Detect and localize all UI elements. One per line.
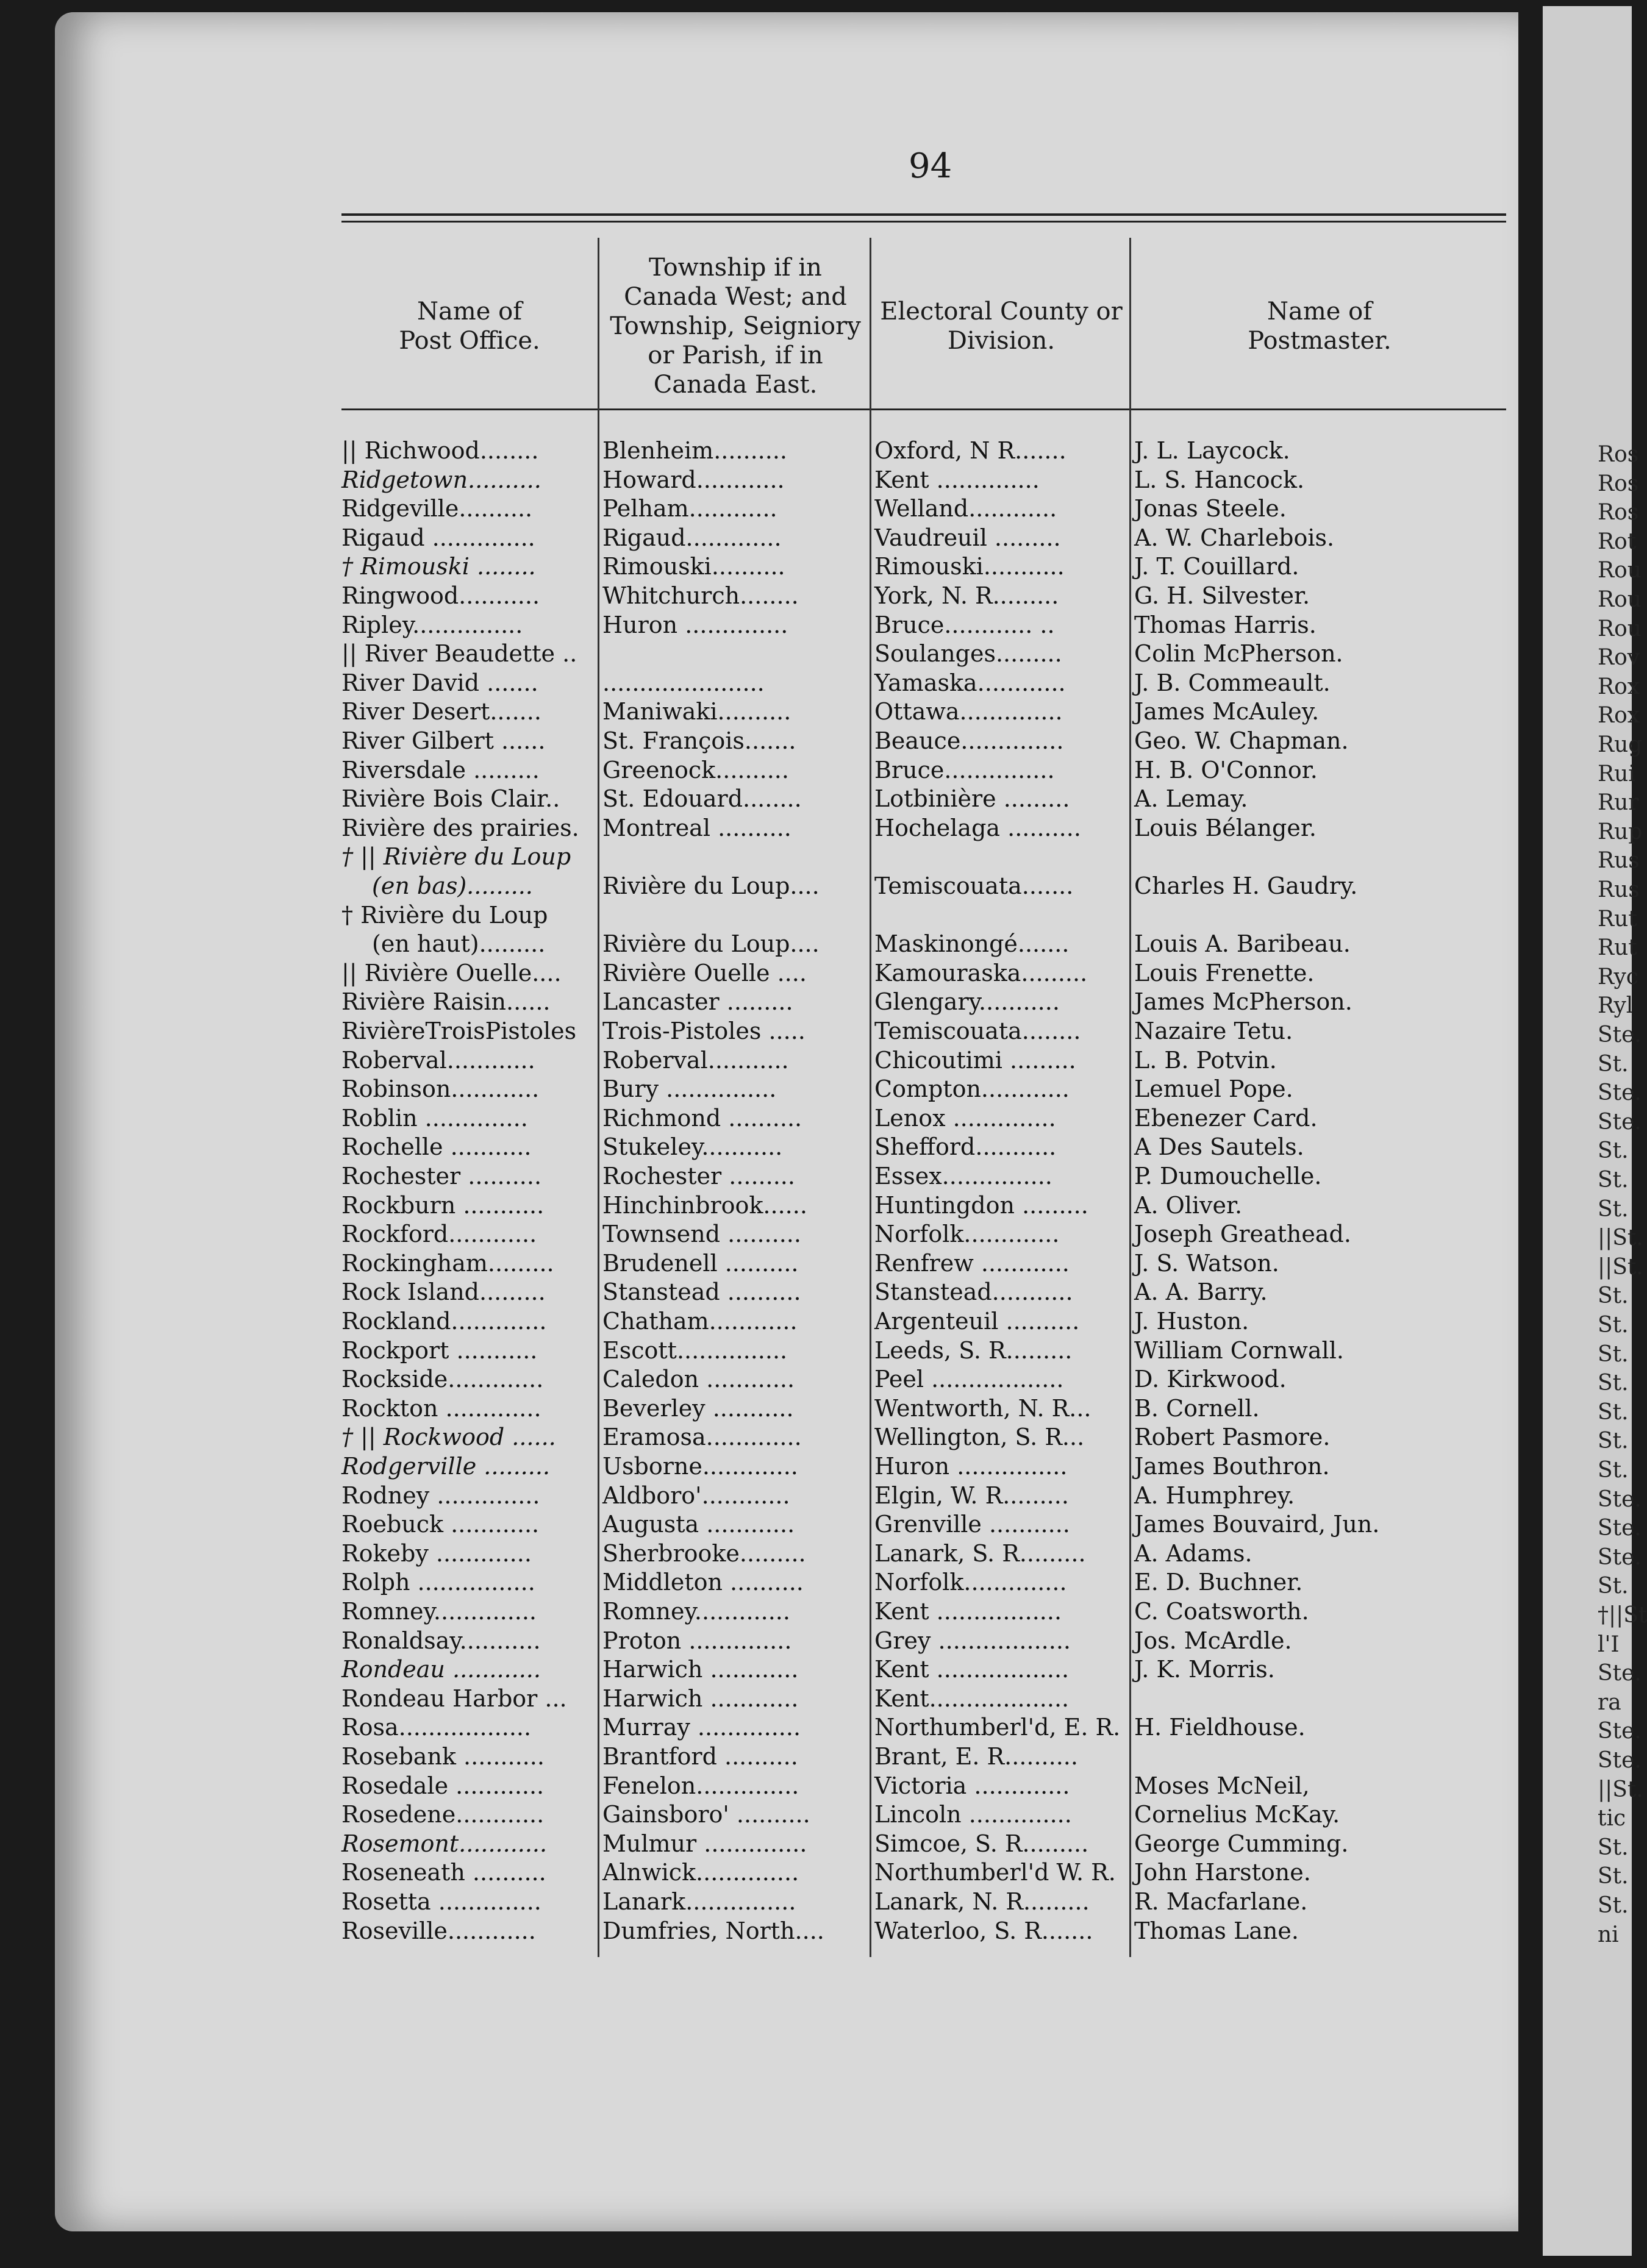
postmaster-name: H. Fieldhouse. [1134, 1714, 1306, 1741]
township-name: Beverley ........... [602, 1394, 794, 1422]
postmaster-name: James McPherson. [1134, 988, 1352, 1016]
next-page-fragment: Ros [1598, 471, 1639, 496]
electoral-county: Oxford, N R....... [874, 437, 1066, 464]
electoral-county: Elgin, W. R......... [874, 1482, 1069, 1509]
postmaster-name: Moses McNeil, [1134, 1772, 1310, 1799]
electoral-county: Kent .................. [874, 1656, 1070, 1683]
postmaster-name: C. Coatsworth. [1134, 1598, 1309, 1625]
post-office-name: Romney.............. [341, 1598, 537, 1625]
electoral-county: Kamouraska......... [874, 959, 1088, 986]
postmaster-name: R. Macfarlane. [1134, 1888, 1308, 1915]
postmaster-name: Jonas Steele. [1134, 495, 1287, 522]
electoral-county: Wentworth, N. R... [874, 1394, 1091, 1422]
electoral-county: Yamaska............ [874, 669, 1066, 696]
next-page-fragment: Ste. [1598, 1486, 1642, 1512]
next-page-fragment: Rut [1598, 906, 1637, 932]
next-page-fragment: Rou [1598, 587, 1642, 612]
next-page-fragment: St. [1598, 1864, 1629, 1889]
township-name: Gainsboro' .......... [602, 1801, 810, 1828]
township-name: Roberval........... [602, 1046, 789, 1074]
township-name: Rivière Ouelle .... [602, 959, 807, 986]
postmaster-name: D. Kirkwood. [1134, 1366, 1287, 1393]
postmaster-name: John Harstone. [1134, 1859, 1311, 1886]
post-office-name: Rockport ........... [341, 1336, 538, 1364]
header-postmaster: Name of Postmaster. [1248, 298, 1392, 355]
next-page-fragment: ||St. [1598, 1225, 1643, 1251]
next-page-fragment: Rus [1598, 848, 1640, 874]
postmaster-name: Louis A. Baribeau. [1134, 930, 1351, 958]
electoral-county: Kent................... [874, 1685, 1070, 1712]
post-office-name: Rosetta .............. [341, 1888, 541, 1915]
next-page-fragment: St. [1598, 1458, 1629, 1483]
postmaster-name: Charles H. Gaudry. [1134, 872, 1358, 899]
electoral-county: Northumberl'd W. R. [874, 1859, 1116, 1886]
postmaster-name: A. Adams. [1134, 1539, 1252, 1567]
postmaster-name: P. Dumouchelle. [1134, 1163, 1322, 1189]
post-office-name: Rosebank ........... [341, 1743, 545, 1770]
next-page-fragment: Rut [1598, 935, 1637, 961]
electoral-county: Stanstead........... [874, 1278, 1073, 1306]
township-name: Escott............... [602, 1336, 788, 1364]
township-name: Sherbrooke......... [602, 1539, 806, 1567]
postmaster-name: J. T. Couillard. [1134, 553, 1299, 580]
column-divider-1 [598, 238, 599, 1957]
township-name: Huron .............. [602, 611, 788, 638]
electoral-county [874, 842, 1128, 871]
postmaster-name [1134, 1742, 1500, 1771]
post-office-name: Rivière Bois Clair.. [341, 785, 560, 813]
electoral-county: Shefford........... [874, 1133, 1057, 1161]
post-office-name: || Richwood........ [341, 437, 539, 464]
electoral-county: Lotbinière ......... [874, 785, 1070, 813]
postmaster-name: A Des Sautels. [1134, 1133, 1304, 1161]
township-name: Rimouski.......... [602, 553, 785, 580]
post-office-name: Rivière Raisin...... [341, 988, 551, 1016]
next-page-fragment: St. [1598, 1168, 1629, 1193]
electoral-county: Kent .............. [874, 466, 1040, 493]
township-name: Townsend .......... [602, 1221, 801, 1248]
post-office-name: Rockingham......... [341, 1249, 554, 1277]
postmaster-name: E. D. Buchner. [1134, 1569, 1303, 1596]
electoral-county: Rimouski........... [874, 553, 1065, 580]
postmaster-name: William Cornwall. [1134, 1336, 1344, 1364]
electoral-county: Brant, E. R.......... [874, 1743, 1078, 1770]
electoral-county: Compton............ [874, 1075, 1070, 1103]
post-office-name: Rochester .......... [341, 1163, 542, 1189]
post-office-name: Rodney .............. [341, 1482, 540, 1509]
header-bottom-rule [341, 408, 1506, 410]
electoral-county: Lenox .............. [874, 1104, 1056, 1132]
column-divider-3 [1129, 238, 1131, 1957]
postmaster-name: George Cumming. [1134, 1830, 1349, 1857]
electoral-county: Huron ............... [874, 1453, 1068, 1480]
post-office-name: Rockside............. [341, 1366, 544, 1393]
postmaster-name: J. K. Morris. [1134, 1656, 1275, 1683]
electoral-county: Lanark, S. R......... [874, 1539, 1086, 1567]
electoral-county: Temiscouata....... [874, 872, 1074, 899]
top-rule [341, 213, 1506, 216]
postmaster-name: Thomas Harris. [1134, 611, 1317, 638]
next-page-fragment: Ste. [1598, 1516, 1642, 1541]
next-page-fragment: St. [1598, 1399, 1629, 1425]
next-page-fragment: St. [1598, 1138, 1629, 1164]
electoral-county: Victoria ............. [874, 1772, 1070, 1799]
post-office-name: Rockford............ [341, 1221, 537, 1248]
post-office-name: Rockburn ........... [341, 1191, 545, 1219]
next-page-fragment: ||St. [1598, 1777, 1643, 1802]
next-page-fragment: St. [1598, 1313, 1629, 1338]
next-page-fragment: ||St. [1598, 1254, 1643, 1280]
post-office-name: || Rivière Ouelle.... [341, 959, 562, 986]
next-page-fragment: Ste. [1598, 1109, 1642, 1135]
township-name: St. François....... [602, 727, 796, 754]
post-office-name: Rosa.................. [341, 1714, 532, 1741]
next-page-edge [1543, 6, 1647, 2256]
township-name: Aldboro'............ [602, 1482, 790, 1509]
electoral-county: Beauce.............. [874, 727, 1064, 754]
post-office-name: Rodgerville ......... [341, 1453, 550, 1480]
post-office-name: Rokeby ............. [341, 1539, 532, 1567]
post-office-name: Robinson............ [341, 1075, 540, 1103]
electoral-county: Simcoe, S. R......... [874, 1830, 1089, 1857]
township-name: Bury ............... [602, 1075, 777, 1103]
post-office-name: † Rivière du Loup [341, 901, 548, 929]
next-page-fragment: St. [1598, 1428, 1629, 1454]
next-page-fragment: Ros [1598, 442, 1639, 467]
post-office-name: RivièreTroisPistoles [341, 1018, 577, 1044]
post-office-name: Rockton ............. [341, 1394, 541, 1422]
post-office-name: † || Rivière du Loup [341, 843, 571, 871]
township-name [602, 639, 868, 668]
next-page-fragment: Ste. [1598, 1544, 1642, 1570]
top-rule-2 [341, 221, 1506, 223]
post-office-name: † || Rockwood ...... [341, 1424, 556, 1451]
township-name: Howard............ [602, 466, 785, 493]
township-name: Proton .............. [602, 1627, 792, 1654]
post-office-name: Rigaud .............. [341, 524, 535, 551]
postmaster-name: A. Humphrey. [1134, 1482, 1295, 1509]
postmaster-name: Louis Frenette. [1134, 959, 1315, 986]
township-name: Montreal .......... [602, 814, 791, 841]
electoral-county: Chicoutimi ......... [874, 1046, 1076, 1074]
electoral-county: Essex............... [874, 1163, 1052, 1189]
township-name: Harwich ............ [602, 1656, 799, 1683]
electoral-county: Huntingdon ......... [874, 1191, 1088, 1219]
next-page-fragment: St. [1598, 1893, 1629, 1918]
postmaster-name [1134, 1684, 1500, 1713]
postmaster-name: A. A. Barry. [1134, 1278, 1268, 1306]
postmaster-name: A. Lemay. [1134, 785, 1248, 813]
column-divider-2 [870, 238, 871, 1957]
township-name: Brudenell .......... [602, 1249, 799, 1277]
post-office-name: Ridgeville.......... [341, 495, 533, 522]
post-office-name: Roberval............ [341, 1046, 535, 1074]
next-page-fragment: Ryc [1598, 964, 1638, 990]
township-name: St. Edouard........ [602, 785, 802, 813]
township-name: Stukeley........... [602, 1133, 783, 1161]
next-page-fragment: tic [1598, 1806, 1626, 1831]
next-page-fragment: St. [1598, 1341, 1629, 1367]
township-name: Pelham............ [602, 495, 777, 522]
book-page [55, 12, 1518, 2231]
township-name: Rivière du Loup.... [602, 872, 820, 899]
township-name: Lancaster ......... [602, 988, 793, 1016]
postmaster-name: B. Cornell. [1134, 1394, 1260, 1422]
electoral-county: Vaudreuil ......... [874, 524, 1061, 551]
next-page-fragment: Rox [1598, 674, 1640, 699]
post-office-name: Roblin .............. [341, 1104, 528, 1132]
post-office-name: River Desert....... [341, 698, 541, 726]
postmaster-name: Colin McPherson. [1134, 640, 1343, 668]
postmaster-name: James McAuley. [1134, 698, 1320, 726]
electoral-county: Bruce............... [874, 756, 1055, 783]
postmaster-name [1134, 842, 1500, 871]
electoral-county: Grey .................. [874, 1627, 1071, 1654]
postmaster-name: L. B. Potvin. [1134, 1046, 1277, 1074]
electoral-county: Maskinongé....... [874, 930, 1070, 958]
postmaster-name: Joseph Greathead. [1134, 1221, 1351, 1248]
post-office-name: Ronaldsay........... [341, 1627, 541, 1654]
next-page-fragment: Rou [1598, 558, 1642, 583]
post-office-name: River David ....... [341, 669, 538, 696]
post-office-name: Rosedale ............ [341, 1772, 545, 1799]
township-name: Mulmur .............. [602, 1830, 807, 1857]
post-office-name: (en bas)......... [372, 872, 533, 899]
next-page-fragment: Rou [1598, 616, 1642, 641]
next-page-fragment: Ste. [1598, 1719, 1642, 1744]
post-office-name: Ridgetown.......... [341, 466, 541, 493]
post-office-name: || River Beaudette .. [341, 640, 577, 668]
postmaster-name: A. W. Charlebois. [1134, 524, 1335, 551]
postmaster-name: J. S. Watson. [1134, 1249, 1279, 1277]
township-name: Lanark............... [602, 1888, 796, 1915]
electoral-county: Glengary........... [874, 988, 1060, 1016]
postmaster-name: Thomas Lane. [1134, 1917, 1299, 1944]
electoral-county: Norfolk............. [874, 1221, 1060, 1248]
electoral-county: Northumberl'd, E. R. [874, 1714, 1121, 1741]
township-name [602, 900, 868, 930]
electoral-county: Welland............ [874, 495, 1057, 522]
postmaster-name: Jos. McArdle. [1134, 1627, 1292, 1654]
post-office-name: Riversdale ......... [341, 756, 540, 783]
township-name: Whitchurch........ [602, 582, 799, 609]
next-page-fragment: Rus [1598, 877, 1640, 902]
postmaster-name: Robert Pasmore. [1134, 1424, 1331, 1451]
electoral-county [874, 900, 1128, 930]
next-page-fragment: Rov [1598, 645, 1640, 671]
next-page-fragment: St. [1598, 1196, 1629, 1222]
post-office-name: Rosemont............ [341, 1830, 548, 1857]
electoral-county: Lincoln .............. [874, 1801, 1072, 1828]
township-name: Caledon ............ [602, 1366, 795, 1393]
township-name: Trois-Pistoles ..... [602, 1018, 806, 1044]
township-name: Usborne............. [602, 1453, 798, 1480]
post-office-name: Roseville............ [341, 1917, 536, 1944]
next-page-fragment: St. [1598, 1051, 1629, 1077]
electoral-county: Leeds, S. R......... [874, 1336, 1073, 1364]
next-page-fragment: St. [1598, 1371, 1629, 1396]
postmaster-name: J. B. Commeault. [1134, 669, 1331, 696]
next-page-fragment: Rot [1598, 529, 1637, 554]
next-page-fragment: Rui [1598, 761, 1635, 786]
next-page-fragment: ra [1598, 1689, 1621, 1715]
next-page-fragment: Ste. [1598, 1748, 1642, 1773]
electoral-county: Ottawa.............. [874, 698, 1063, 726]
post-office-name: Ringwood........... [341, 582, 540, 609]
next-page-fragment: Ryl [1598, 993, 1634, 1019]
electoral-county: Kent ................. [874, 1598, 1062, 1625]
township-name: Greenock.......... [602, 756, 789, 783]
next-page-fragment: Rug [1598, 732, 1643, 757]
next-page-fragment: St. [1598, 1283, 1629, 1309]
post-office-name: Rondeau Harbor ... [341, 1685, 567, 1712]
electoral-county: Grenville ........... [874, 1511, 1070, 1538]
township-name: Romney............. [602, 1598, 790, 1625]
electoral-county: Waterloo, S. R....... [874, 1917, 1093, 1944]
post-office-name: Rochelle ........... [341, 1133, 532, 1161]
township-name: Fenelon.............. [602, 1772, 799, 1799]
township-name: Alnwick.............. [602, 1859, 799, 1886]
township-name: Middleton .......... [602, 1569, 804, 1596]
postmaster-name: J. L. Laycock. [1134, 437, 1290, 464]
electoral-county: Renfrew ............ [874, 1249, 1070, 1277]
postmaster-name: James Bouvaird, Jun. [1134, 1511, 1380, 1538]
post-office-name: Roseneath .......... [341, 1859, 546, 1886]
postmaster-name: James Bouthron. [1134, 1453, 1330, 1480]
electoral-county: Peel .................. [874, 1366, 1064, 1393]
electoral-county: Argenteuil .......... [874, 1308, 1080, 1335]
post-office-name: Rivière des prairies. [341, 814, 579, 841]
next-page-fragment: Ste. [1598, 1080, 1642, 1106]
township-name: Chatham............ [602, 1308, 798, 1335]
postmaster-name: Ebenezer Card. [1134, 1104, 1318, 1132]
next-page-fragment: Rup [1598, 819, 1643, 844]
post-office-name: Rosedene............ [341, 1801, 545, 1828]
next-page-fragment: St. [1598, 1835, 1629, 1860]
postmaster-name: A. Oliver. [1134, 1191, 1243, 1219]
township-name: Augusta ............ [602, 1511, 795, 1538]
next-page-fragment: l'I [1598, 1631, 1620, 1657]
next-page-fragment: St. [1598, 1574, 1629, 1599]
next-page-fragment: Ros [1598, 500, 1639, 526]
postmaster-name: G. H. Silvester. [1134, 582, 1310, 609]
township-name: Maniwaki.......... [602, 698, 791, 726]
township-name: Rigaud............. [602, 524, 782, 551]
next-page-fragment: Rur [1598, 790, 1639, 816]
electoral-county: Hochelaga .......... [874, 814, 1081, 841]
postmaster-name: Louis Bélanger. [1134, 814, 1317, 841]
postmaster-name: J. Huston. [1134, 1308, 1249, 1335]
next-page-fragment: Rox [1598, 703, 1640, 729]
electoral-county: Wellington, S. R... [874, 1424, 1085, 1451]
next-page-fragment: Ste. [1598, 1022, 1642, 1047]
post-office-name: Rondeau ............ [341, 1656, 541, 1683]
township-name [602, 842, 868, 871]
post-office-name: † Rimouski ........ [341, 553, 536, 580]
post-office-name: Ripley............... [341, 611, 523, 638]
township-name: Harwich ............ [602, 1685, 799, 1712]
electoral-county: Temiscouata........ [874, 1018, 1081, 1044]
postmaster-name: Geo. W. Chapman. [1134, 727, 1349, 754]
township-name: Brantford .......... [602, 1743, 798, 1770]
post-office-name: Rockland............. [341, 1308, 547, 1335]
electoral-county: Lanark, N. R......... [874, 1888, 1090, 1915]
township-name: Blenheim.......... [602, 437, 787, 464]
electoral-county: Bruce............ .. [874, 611, 1055, 638]
next-page-fragment: Ste. [1598, 1661, 1642, 1686]
township-name: Rivière du Loup.... [602, 930, 820, 958]
electoral-county: Norfolk.............. [874, 1569, 1067, 1596]
next-page-fragment: ni [1598, 1922, 1619, 1947]
postmaster-name: H. B. O'Connor. [1134, 756, 1318, 783]
postmaster-name: L. S. Hancock. [1134, 466, 1305, 493]
township-name: Richmond .......... [602, 1104, 802, 1132]
next-page-fragment: †||St [1598, 1603, 1647, 1628]
electoral-county: York, N. R......... [874, 582, 1059, 609]
township-name: Stanstead .......... [602, 1278, 801, 1306]
header-post-office: Name of Post Office. [399, 298, 540, 355]
page-number: 94 [909, 146, 952, 186]
postmaster-name: Nazaire Tetu. [1134, 1018, 1293, 1044]
postmaster-name: Lemuel Pope. [1134, 1075, 1293, 1103]
post-office-name: (en haut)......... [372, 930, 546, 958]
post-office-name: Rock Island......... [341, 1278, 546, 1306]
header-county: Electoral County or Division. [880, 298, 1123, 355]
township-name: Rochester ......... [602, 1163, 795, 1189]
postmaster-name [1134, 900, 1500, 930]
township-name: Murray .............. [602, 1714, 801, 1741]
post-office-name: Rolph ................ [341, 1569, 535, 1596]
township-name: Hinchinbrook...... [602, 1191, 807, 1219]
post-office-name: River Gilbert ...... [341, 727, 546, 754]
postmaster-name: Cornelius McKay. [1134, 1801, 1340, 1828]
township-name: Eramosa............. [602, 1424, 802, 1451]
post-office-name: Roebuck ............ [341, 1511, 540, 1538]
township-name: ...................... [602, 669, 765, 696]
township-name: Dumfries, North.... [602, 1917, 824, 1944]
header-township: Township if in Canada West; and Township, Seigniory or Parish, if in Canada East. [610, 254, 861, 399]
electoral-county: Soulanges......... [874, 640, 1062, 668]
